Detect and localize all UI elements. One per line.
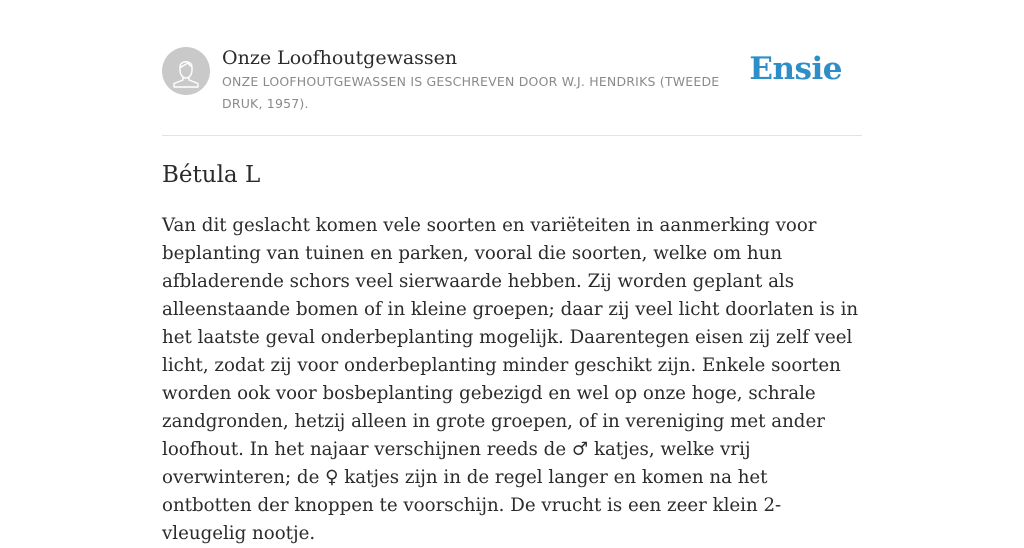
source-title[interactable]: Onze Loofhoutgewassen <box>222 47 458 69</box>
source-description: ONZE LOOFHOUTGEWASSEN IS GESCHREVEN DOOR W.J. HENDRIKS (TWEEDE DRUK, 1957). <box>222 74 720 111</box>
user-placeholder-icon <box>162 47 210 95</box>
brand-logo[interactable]: Ensie <box>749 51 842 87</box>
source-avatar[interactable] <box>162 47 210 95</box>
entry-title: Bétula L <box>162 162 261 188</box>
entry-body: Van dit geslacht komen vele soorten en variëteiten in aanmerking voor beplanting van tuinen en parken, vooral die soorten, welke om hun afbladerende schors veel sierwaarde hebben. Zij worden geplant als alleenstaande bomen of in kleine groepen; daar zij veel licht doorlaten is in het laatste geval onderbeplanting mogelijk. Daarentegen eisen zij zelf veel licht, zodat zij voor onderbeplanting minder geschikt zijn. Enkele soorten worden ook voor bosbeplanting gebezigd en wel op onze hoge, schrale zandgronden, hetzij alleen in grote groepen, of in vereniging met ander loofhout. In het najaar verschijnen reeds de ♂ katjes, welke vrij overwinteren; de ♀ katjes zijn in de regel langer en komen na het ontbotten der knoppen te voorschijn. De vrucht is een zeer klein 2-vleugelig nootje. <box>162 215 859 544</box>
source-info <box>222 46 757 115</box>
source-header <box>162 46 862 136</box>
header-divider <box>162 135 862 136</box>
